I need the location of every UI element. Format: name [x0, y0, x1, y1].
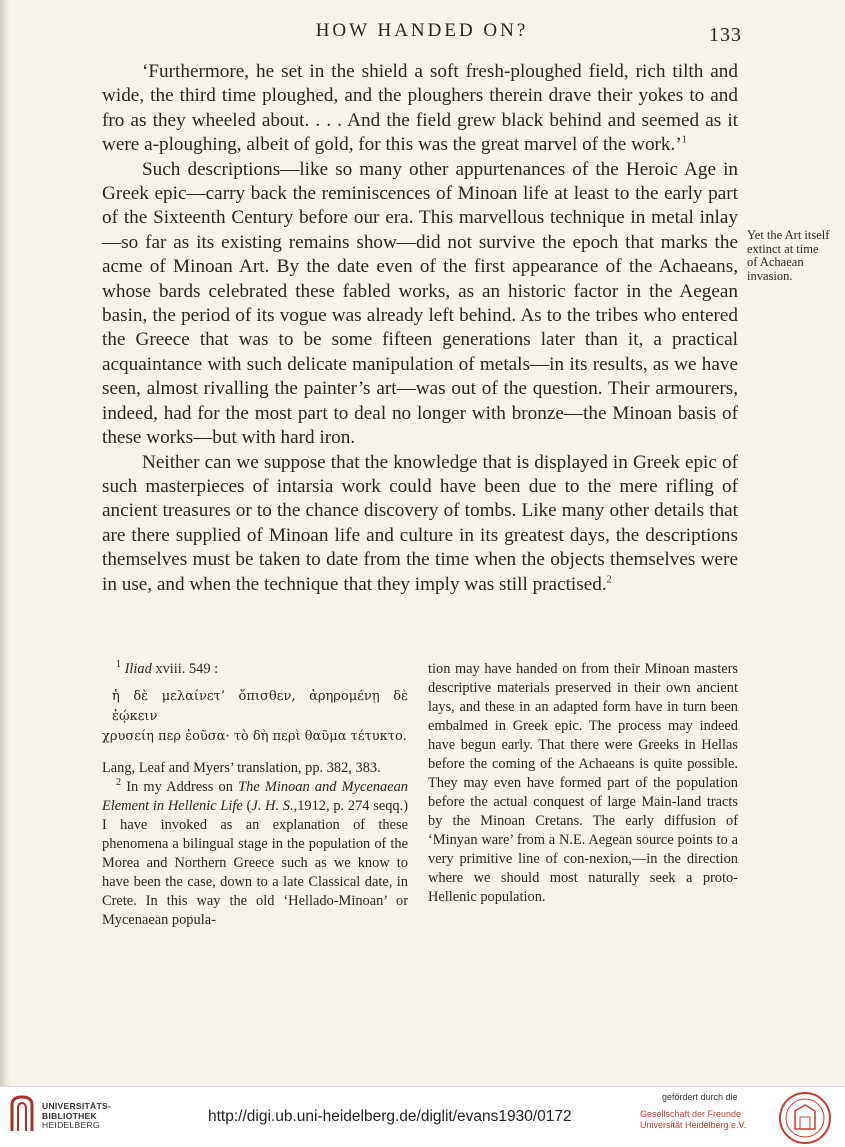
footnote-ref-1[interactable]: 1: [681, 134, 687, 146]
margin-note: Yet the Art itself extinct at time of Achaean invasion.: [747, 228, 830, 283]
paragraph-intarsia: Neither can we suppose that the knowledge that is displayed in Greek epic of such masterpieces of intarsia work could have been due to the mere rifling of ancient treasures or to the chance discovery of tombs. Like many other details that are there supplied of Minoan life and culture in its greatest days, the descriptions themselves must be taken to date from the time when the objects themselves were in use, and when the technique that they imply was still practised.$^2$: [102, 451, 738, 595]
footnote-2: $^2$ In my Address on The Minoan and Mycenaean Element in Hellenic Life (J. H. S.,1912, p. 274 seqq.) I have invoked as an explanation of these phenomena a bilingual stage in the population of the Morea and Northern Greece such as we know to have been the case, down to a late Classical date, in Crete. In this way the old ‘Hellado-Minoan’ or Mycenaean popula-: [102, 777, 409, 928]
footnote-ref-2[interactable]: 2: [606, 574, 612, 586]
footnote-1: $^1$ Iliad xviii. 549 :: [116, 659, 219, 677]
page-number: 133: [709, 24, 742, 46]
body-text: [102, 60, 738, 597]
gutter-shadow: [0, 0, 10, 1086]
funding-credit: gefördert durch die Gesellschaft der Freunde Universität Heidelberg e.V.: [640, 1092, 747, 1130]
paragraph-quote: ‘Furthermore, he set in the shield a soft fresh-ploughed field, rich tilth and wide, the third time ploughed, and the ploughers therein drave their yokes to and fro as they wheeled about. . . . And the field grew black behind and seemed as it were a-ploughing, albeit of gold, for this was the great marvel of the work.’$^1$: [102, 61, 738, 156]
footnote-1-translation: Lang, Leaf and Myers’ translation, pp. 382, 383.: [102, 760, 381, 776]
running-head: [102, 20, 742, 50]
footnote-2-continued: tion may have handed on from their Minoan masters descriptive materials preserved in their own ancient lays, and these in an adapted form have in turn been embalmed in Greek epic. The process may indeed have begun early. That there were Greeks in Hellas before the coming of the Achaeans is quite possible. They may even have formed part of the population before the actual conquest of large Main-land tracts by the Minoan Cretans. The early diffusion of ‘Minyan ware’ from a N.E. Aegean source points to a very primitive line of con-nexion,—in the direction where we should most naturally seek a proto-Hellenic population.: [428, 661, 738, 905]
footnotes-right-column: [428, 660, 738, 907]
library-name: UNIVERSITÄTS- BIBLIOTHEK HEIDELBERG: [42, 1101, 112, 1130]
paragraph-descriptions: Such descriptions—like so many other appurtenances of the Heroic Age in Greek epic—carry back the reminiscences of Minoan life at least to the early part of the Sixteenth Century before our era. This marvellous technique in metal inlay—so far as its existing remains show—did not survive the epoch that marks the acme of Minoan Art. By the date even of the first appearance of the Achaeans, whose bards celebrated these fabled works, as an historic factor in the Aegean basin, the period of its vogue was already left behind. As to the tribes who entered the Greece that was to be some fifteen generations later than it, a practical acquaintance with such delicate manipulation of metals—in its results, as we have seen, almost rivalling the painter’s art—was out of the question. Their armourers, indeed, had for the most part to deal no longer with bronze—the Minoan basis of these works—but with hard iron.: [102, 158, 738, 449]
digitization-footer: [0, 1086, 845, 1147]
running-title: HOW HANDED ON?: [315, 20, 529, 41]
university-seal-icon: [778, 1091, 832, 1145]
permalink-url[interactable]: http://digi.ub.uni-heidelberg.de/diglit/evans1930/0172: [208, 1108, 572, 1125]
library-logo-icon: [8, 1095, 36, 1133]
greek-quotation: ἡ δὲ μελαίνετ’ ὄπισθεν, ἀρηρομένῃ δὲ ἐῴκειν χρυσείη περ ἐοῦσα· τὸ δὴ περὶ θαῦμα τέτυκτο.: [102, 689, 408, 744]
footnotes-left-column: [102, 660, 408, 930]
